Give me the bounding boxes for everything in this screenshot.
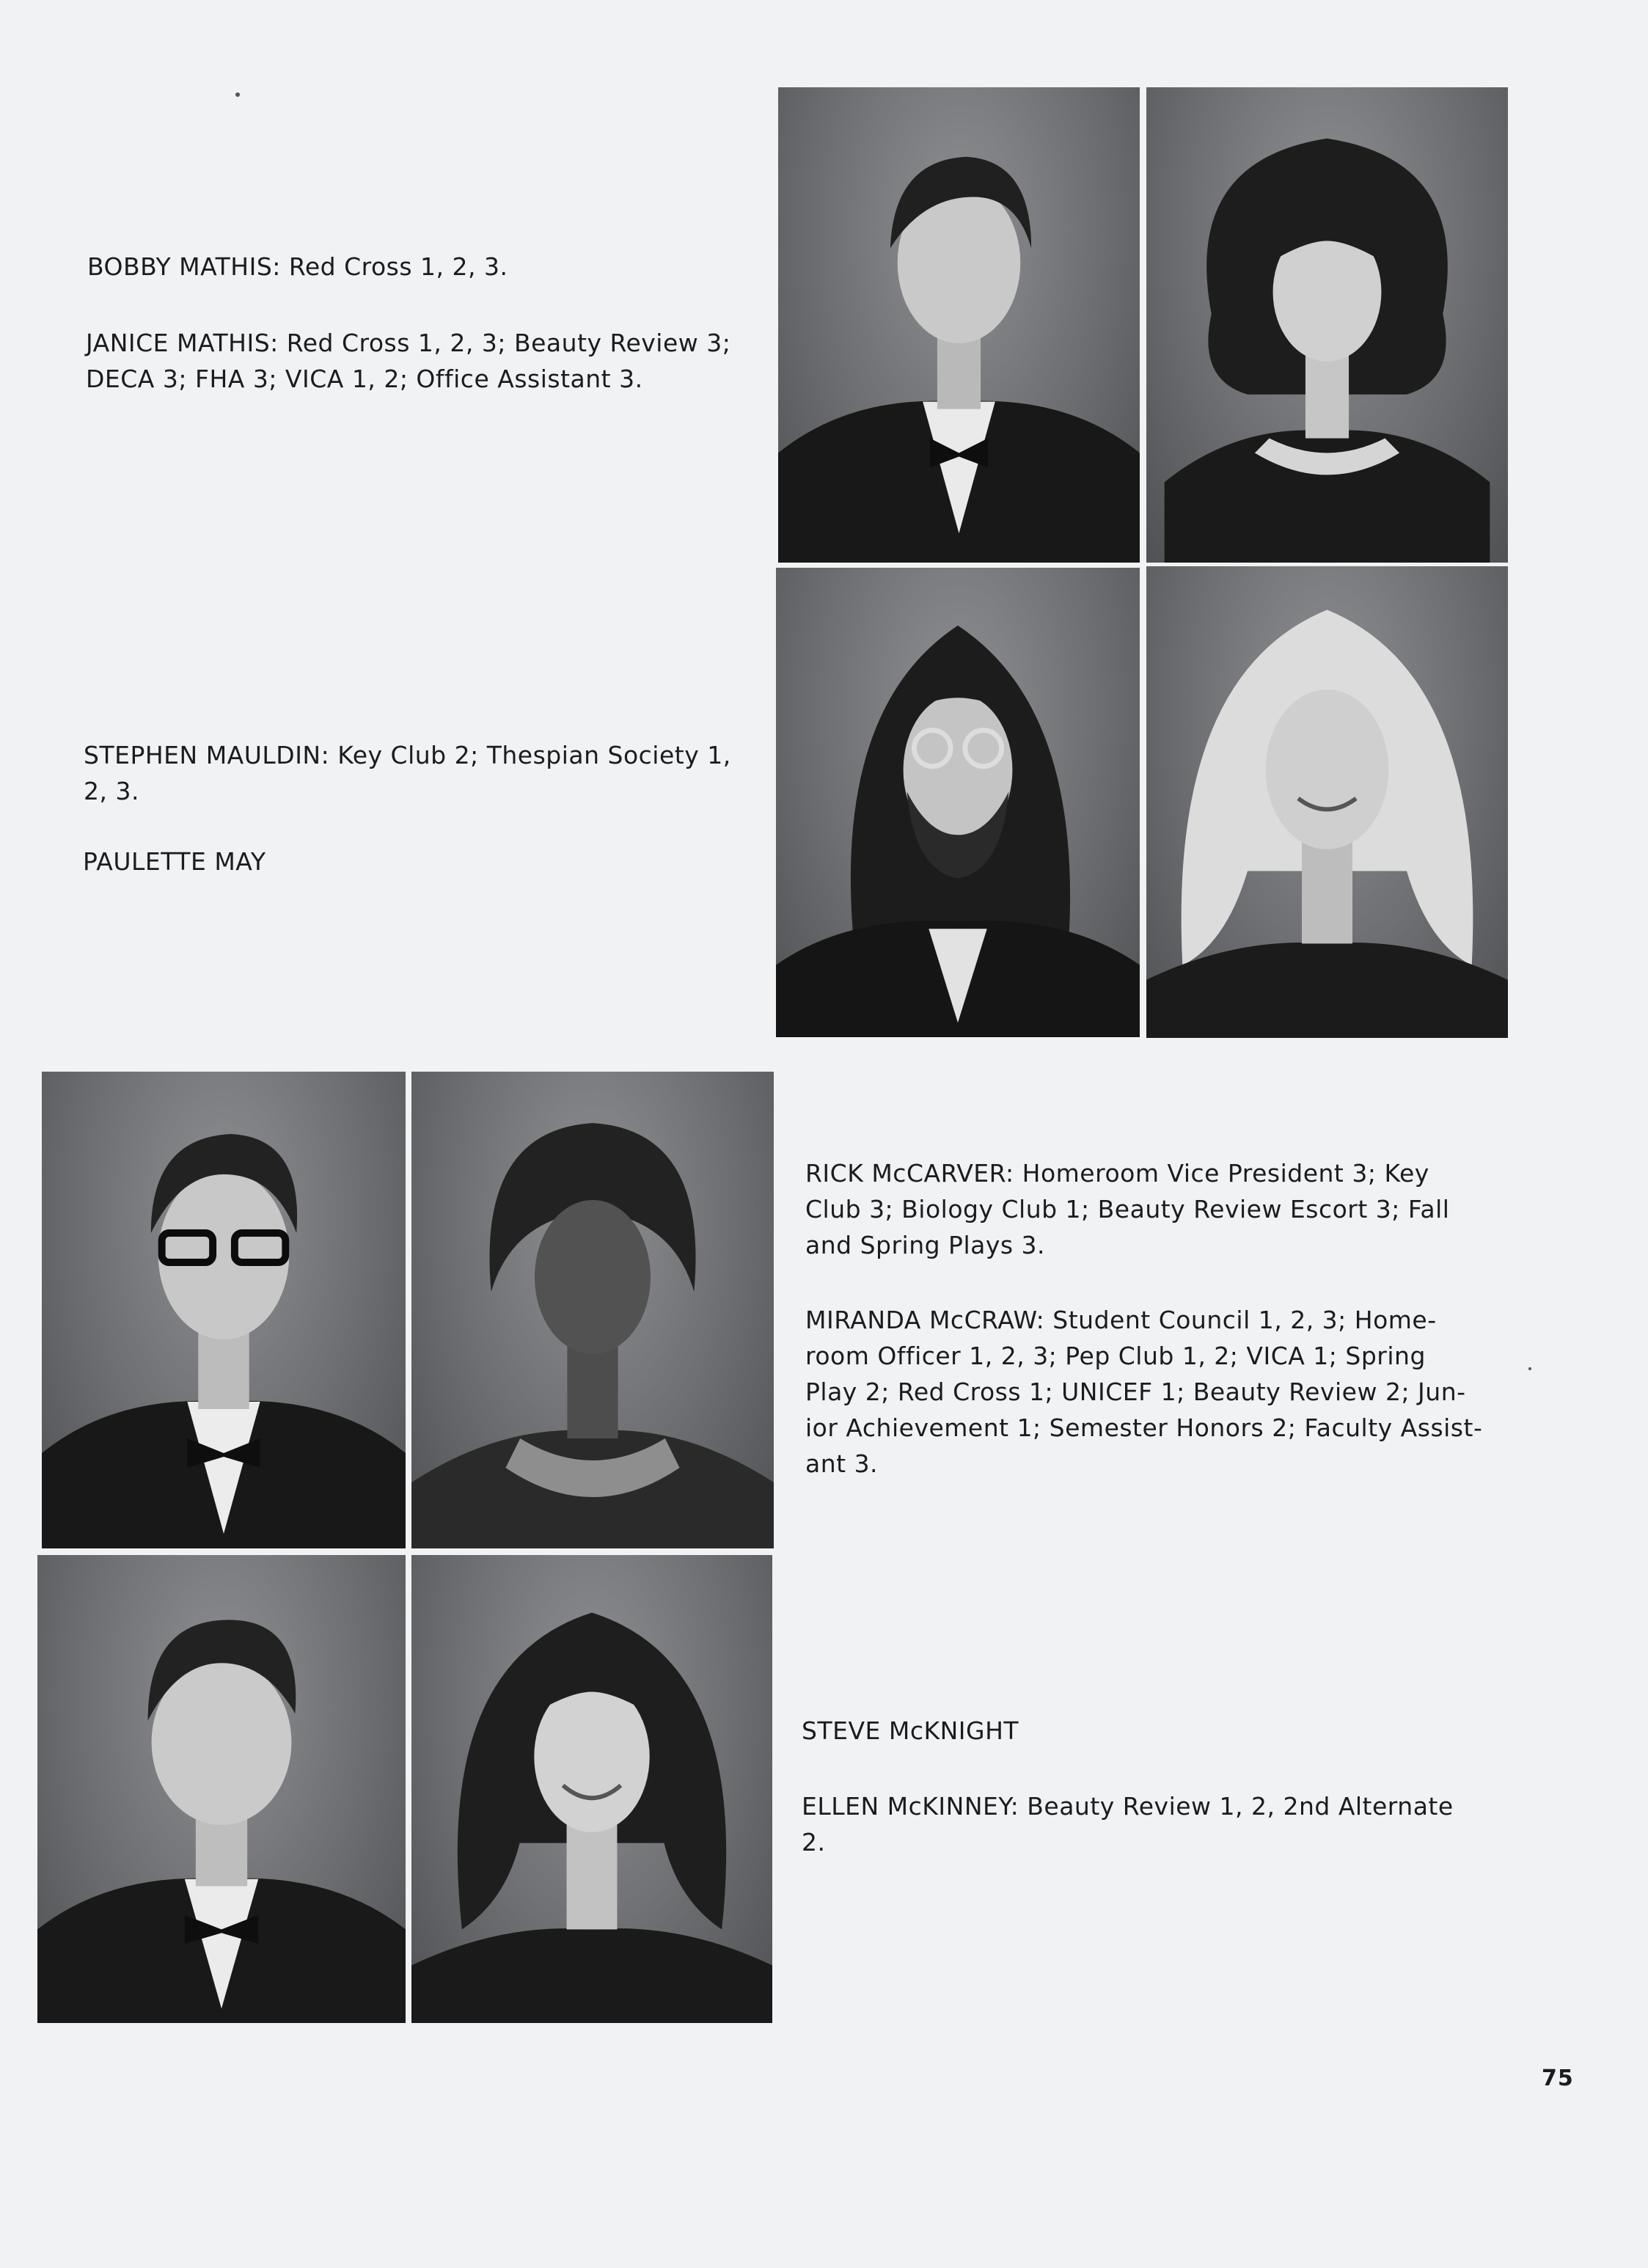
bio-janice-mathis xyxy=(86,325,730,397)
student-name: ELLEN McKINNEY: xyxy=(802,1792,1019,1821)
student-name: RICK McCARVER: xyxy=(805,1159,1014,1188)
bio-stephen-mauldin xyxy=(84,737,731,809)
page-number: 75 xyxy=(1542,2066,1574,2091)
student-name: BOBBY MATHIS: xyxy=(87,252,281,281)
student-activities: Red Cross 1, 2, 3; Beauty Review 3; xyxy=(286,329,731,357)
bio-ellen-mckinney xyxy=(802,1788,1454,1860)
student-activities: 2. xyxy=(802,1828,826,1857)
student-activities: Homeroom Vice President 3; Key xyxy=(1022,1159,1429,1188)
student-activities: Red Cross 1, 2, 3. xyxy=(288,252,508,281)
portrait-paulette-may xyxy=(1146,566,1508,1038)
student-name: PAULETTE MAY xyxy=(83,847,266,876)
student-name: JANICE MATHIS: xyxy=(86,329,279,357)
portrait-ellen-mckinney xyxy=(411,1555,772,2023)
bio-rick-mccarver xyxy=(805,1155,1449,1263)
portrait-rick-mccarver xyxy=(42,1072,406,1548)
student-activities: room Officer 1, 2, 3; Pep Club 1, 2; VICA 1; Spring xyxy=(805,1342,1426,1370)
portrait-janice-mathis xyxy=(1146,87,1508,563)
student-activities: Beauty Review 1, 2, 2nd Alternate xyxy=(1027,1792,1454,1821)
student-activities: Student Council 1, 2, 3; Home- xyxy=(1052,1306,1437,1334)
student-activities: DECA 3; FHA 3; VICA 1, 2; Office Assistant 3. xyxy=(86,365,643,393)
student-name: MIRANDA McCRAW: xyxy=(805,1306,1045,1334)
student-activities: Play 2; Red Cross 1; UNICEF 1; Beauty Review 2; Jun- xyxy=(805,1378,1466,1406)
student-activities: 2, 3. xyxy=(84,777,139,805)
student-activities: Key Club 2; Thespian Society 1, xyxy=(337,741,731,769)
portrait-stephen-mauldin xyxy=(776,568,1140,1037)
student-activities: and Spring Plays 3. xyxy=(805,1231,1046,1259)
print-speck xyxy=(235,92,240,97)
portrait-miranda-mccraw xyxy=(411,1072,774,1548)
student-activities: ior Achievement 1; Semester Honors 2; Faculty Assist- xyxy=(805,1413,1483,1442)
print-speck xyxy=(1528,1367,1531,1370)
bio-steve-mcknight xyxy=(802,1713,1019,1749)
student-activities: Club 3; Biology Club 1; Beauty Review Escort 3; Fall xyxy=(805,1195,1450,1223)
bio-miranda-mccraw xyxy=(805,1302,1482,1482)
portrait-bobby-mathis xyxy=(778,87,1140,563)
bio-paulette-may xyxy=(83,844,265,879)
bio-bobby-mathis xyxy=(87,249,508,285)
student-activities: ant 3. xyxy=(805,1449,879,1478)
portrait-steve-mcknight xyxy=(37,1555,406,2023)
student-name: STEVE McKNIGHT xyxy=(802,1716,1019,1745)
student-name: STEPHEN MAULDIN: xyxy=(84,741,330,769)
